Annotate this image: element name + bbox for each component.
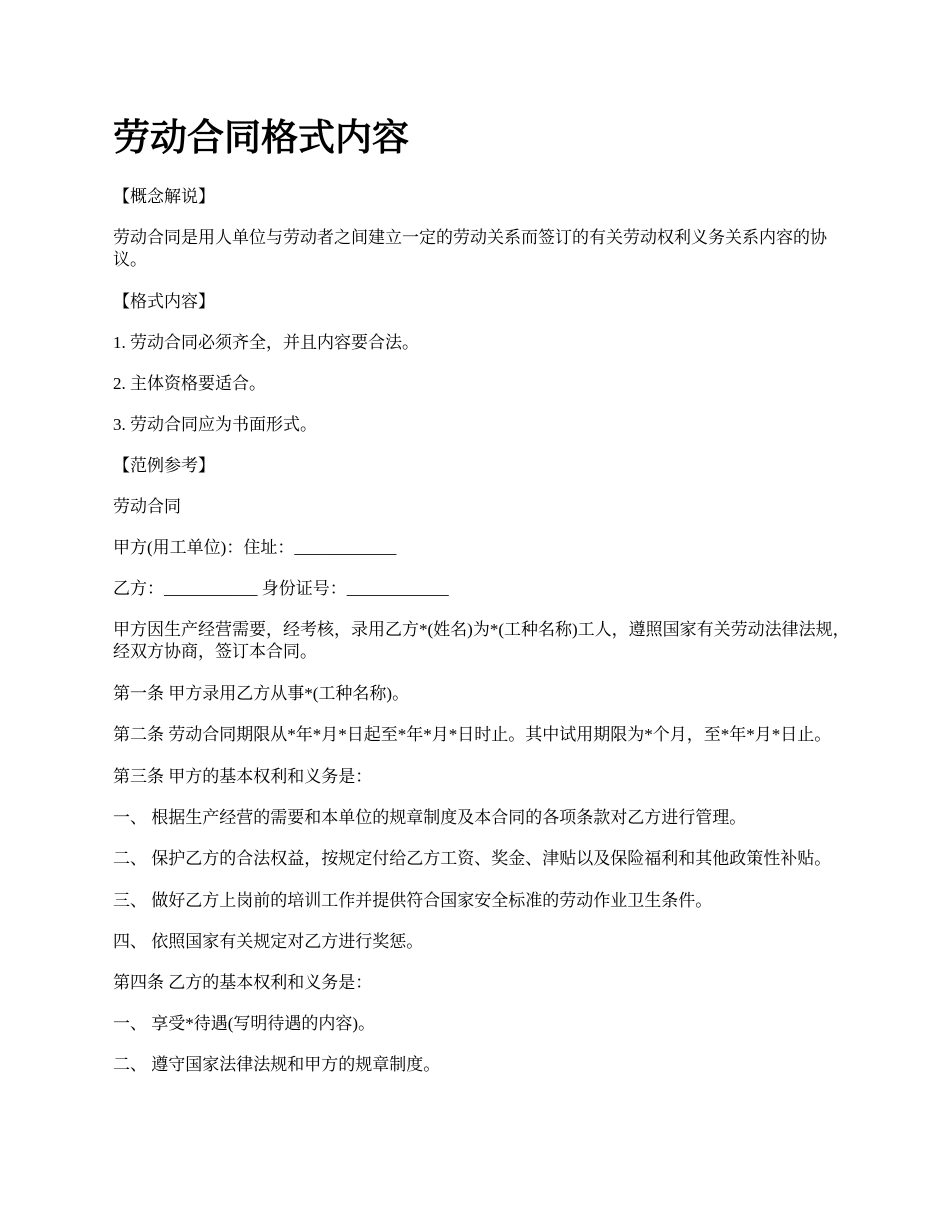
article-3-item-2: 二、 保护乙方的合法权益，按规定付给乙方工资、奖金、津贴以及保险福利和其他政策性补贴。 — [113, 849, 832, 868]
party-b-line: 乙方：___________ 身份证号：____________ — [113, 579, 449, 598]
section-heading-format: 【格式内容】 — [113, 292, 215, 311]
article-4-item-2: 二、 遵守国家法律法规和甲方的规章制度。 — [113, 1055, 441, 1074]
concept-paragraph: 劳动合同是用人单位与劳动者之间建立一定的劳动关系而签订的有关劳动权利义务关系内容的协议。 — [113, 228, 827, 269]
article-4: 第四条 乙方的基本权利和义务是： — [113, 973, 373, 992]
section-heading-example: 【范例参考】 — [113, 456, 215, 475]
document-title: 劳动合同格式内容 — [113, 115, 409, 159]
article-4-item-1: 一、 享受*待遇(写明待遇的内容)。 — [113, 1014, 376, 1033]
contract-title: 劳动合同 — [113, 497, 181, 516]
section-heading-concept: 【概念解说】 — [113, 187, 215, 206]
article-3-item-1: 一、 根据生产经营的需要和本单位的规章制度及本合同的各项条款对乙方进行管理。 — [113, 808, 747, 827]
format-item-1: 1. 劳动合同必须齐全，并且内容要合法。 — [113, 333, 419, 352]
article-1: 第一条 甲方录用乙方从事*(工种名称)。 — [113, 684, 410, 703]
article-3-item-3: 三、 做好乙方上岗前的培训工作并提供符合国家安全标准的劳动作业卫生条件。 — [113, 891, 713, 910]
format-item-2: 2. 主体资格要适合。 — [113, 374, 266, 393]
article-2: 第二条 劳动合同期限从*年*月*日起至*年*月*日时止。其中试用期限为*个月，至*年*月*日止。 — [113, 725, 832, 744]
contract-preamble: 甲方因生产经营需要，经考核，录用乙方*(姓名)为*(工种名称)工人，遵照国家有关劳动法律法规，经双方协商，签订本合同。 — [113, 620, 850, 661]
format-item-3: 3. 劳动合同应为书面形式。 — [113, 415, 317, 434]
party-a-line: 甲方(用工单位)：住址：____________ — [113, 538, 397, 557]
article-3-item-4: 四、 依照国家有关规定对乙方进行奖惩。 — [113, 932, 424, 951]
article-3: 第三条 甲方的基本权利和义务是： — [113, 767, 373, 786]
